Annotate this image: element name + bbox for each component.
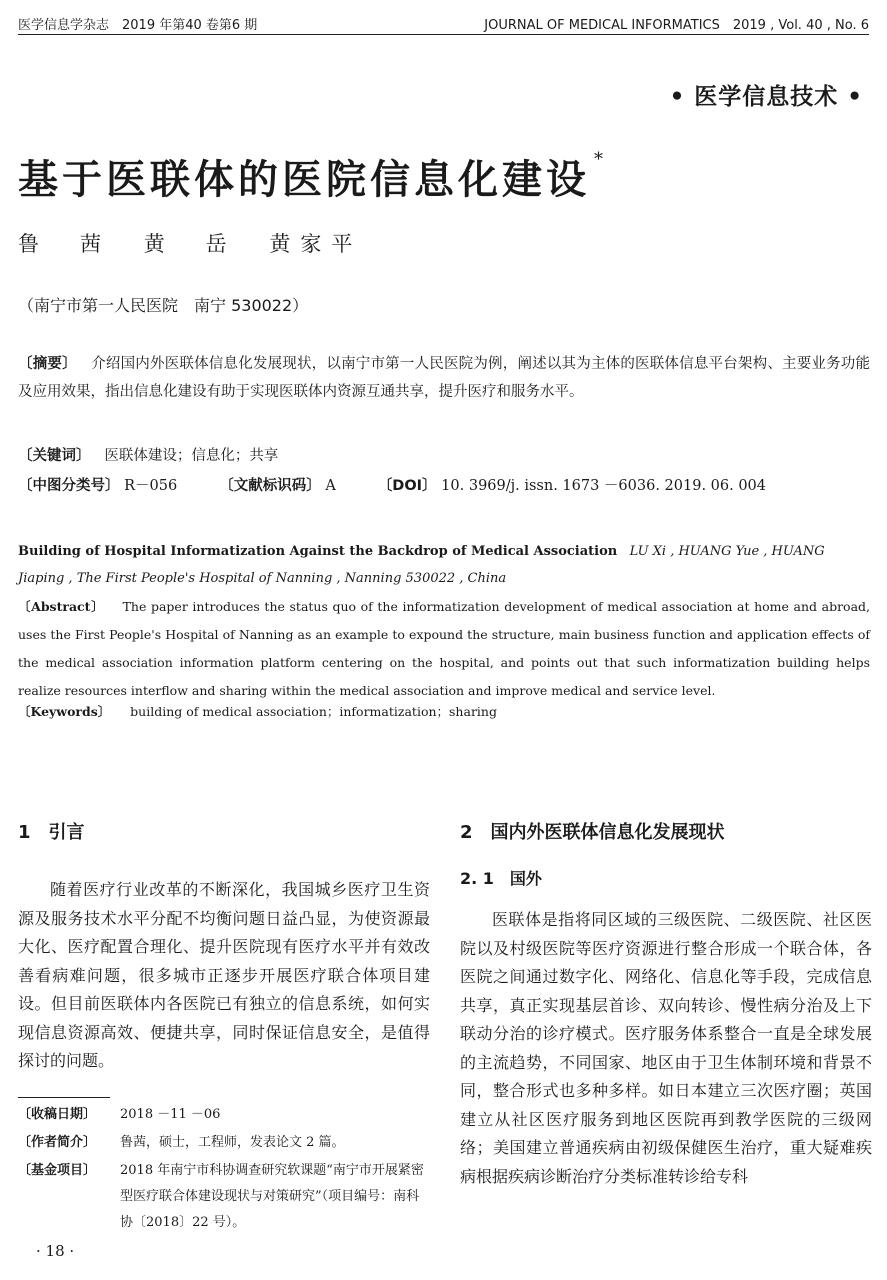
doc-code-value: A bbox=[325, 478, 336, 494]
classification-line bbox=[18, 474, 870, 495]
footnote-received bbox=[18, 1102, 432, 1128]
abstract-cn bbox=[18, 350, 870, 406]
abstract-en-text: The paper introduces the status quo of the informatization development of medical association at home and abroad, uses the First People's Hospital of Nanning as an example to expound the structure, main business function and application effects of the medical association information platform centering on the hospital, and points out that such informatization building helps realize resources interflow and sharing within the medical association and improve medical and service level. bbox=[18, 599, 870, 698]
doc-code-label: 〔文献标识码〕 bbox=[219, 478, 321, 494]
footnote-author-value: 鲁茜，硕士，工程师，发表论文 2 篇。 bbox=[120, 1135, 345, 1150]
section-heading-intro: 1 引言 bbox=[18, 822, 85, 843]
footnote-received-label: 〔收稿日期〕 bbox=[18, 1107, 97, 1122]
abstract-cn-text: 介绍国内外医联体信息化发展现状，以南宁市第一人民医院为例，阐述以其为主体的医联体信息平台架构、主要业务功能及应用效果，指出信息化建设有助于实现医联体内资源互通共享，提升医疗和服务水平。 bbox=[18, 356, 871, 400]
keywords-en-text: building of medical association；informatization；sharing bbox=[130, 704, 497, 719]
footnote-author-label: 〔作者简介〕 bbox=[18, 1135, 97, 1150]
abstract-cn-label: 〔摘要〕 bbox=[18, 356, 77, 372]
footnote-rule bbox=[18, 1097, 110, 1098]
subsection-heading-abroad: 2. 1 国外 bbox=[460, 869, 542, 888]
abroad-body bbox=[460, 906, 872, 1191]
page-number: · 18 · bbox=[36, 1242, 75, 1260]
section-heading-status: 2 国内外医联体信息化发展现状 bbox=[460, 822, 725, 843]
doi-label: 〔DOI〕 bbox=[377, 478, 437, 494]
title-text: 基于医联体的医院信息化建设 bbox=[18, 156, 590, 203]
journal-header-cn: 医学信息学杂志 2019 年第40 卷第6 期 bbox=[18, 18, 258, 33]
header-rule bbox=[18, 34, 869, 35]
author-name: 黄 岳 bbox=[143, 232, 237, 256]
footnote-author bbox=[18, 1130, 432, 1156]
abroad-paragraph: 医联体是指将同区域的三级医院、二级医院、社区医院以及村级医院等医疗资源进行整合形成一个联合体，各医院之间通过数字化、网络化、信息化等手段，完成信息共享，真正实现基层首诊、双向转诊、慢性病分治及上下联动分治的诊疗模式。医疗服务体系整合一直是全球发展的主流趋势，不同国家、地区由于卫生体制环境和背景不同，整合形式也多种多样。如日本建立三次医疗圈；英国建立从社区医疗服务到地区医院再到教学医院的三级网络；美国建立普通疾病由初级保健医生治疗，重大疑难疾病根据疾病诊断治疗分类标准转诊给专科 bbox=[460, 910, 872, 1186]
footnote-funding bbox=[18, 1158, 432, 1236]
footnote-funding-value: 2018 年南宁市科协调查研究软课题“南宁市开展紧密型医疗联合体建设现状与对策研究”（项目编号：南科协〔2018〕22 号）。 bbox=[120, 1163, 424, 1230]
affiliation: （南宁市第一人民医院 南宁 530022） bbox=[18, 296, 309, 315]
keywords-cn-text: 医联体建设；信息化；共享 bbox=[104, 448, 279, 464]
keywords-en-label: 〔Keywords〕 bbox=[18, 704, 111, 719]
keywords-cn bbox=[18, 444, 278, 465]
english-title-block bbox=[18, 538, 870, 592]
keywords-en bbox=[18, 702, 497, 720]
intro-body bbox=[18, 876, 430, 1076]
footnote-received-value: 2018 －11 －06 bbox=[120, 1107, 221, 1122]
clc-value: R－056 bbox=[124, 478, 178, 494]
title-footnote-mark: * bbox=[594, 148, 607, 170]
clc-label: 〔中图分类号〕 bbox=[18, 478, 120, 494]
abstract-en-label: 〔Abstract〕 bbox=[18, 599, 105, 614]
footnote-funding-label: 〔基金项目〕 bbox=[18, 1163, 97, 1178]
doi-value: 10. 3969/j. issn. 1673 －6036. 2019. 06. 004 bbox=[441, 478, 767, 494]
journal-header-en: JOURNAL OF MEDICAL INFORMATICS 2019 , Vol. 40 , No. 6 bbox=[484, 18, 869, 33]
intro-paragraph: 随着医疗行业改革的不断深化，我国城乡医疗卫生资源及服务技术水平分配不均衡问题日益凸显，为使资源最大化、医疗配置合理化、提升医院现有医疗水平并有效改善看病难问题，很多城市正逐步开展医疗联合体项目建设。但目前医联体内各医院已有独立的信息系统，如何实现信息资源高效、便捷共享，同时保证信息安全，是值得探讨的问题。 bbox=[18, 880, 430, 1070]
keywords-cn-label: 〔关键词〕 bbox=[18, 448, 91, 464]
author-name: 黄家平 bbox=[269, 232, 363, 256]
author-list bbox=[18, 228, 388, 258]
article-title bbox=[18, 148, 607, 205]
english-authors-affiliation: LU Xi , HUANG Yue , HUANG Jiaping , The First People's Hospital of Nanning , Nanning 530022 , China bbox=[18, 544, 825, 586]
abstract-en bbox=[18, 593, 870, 705]
author-name: 鲁 茜 bbox=[18, 232, 111, 256]
section-label: • 医学信息技术 • bbox=[669, 84, 863, 110]
english-title: Building of Hospital Informatization Against the Backdrop of Medical Association bbox=[18, 544, 618, 559]
